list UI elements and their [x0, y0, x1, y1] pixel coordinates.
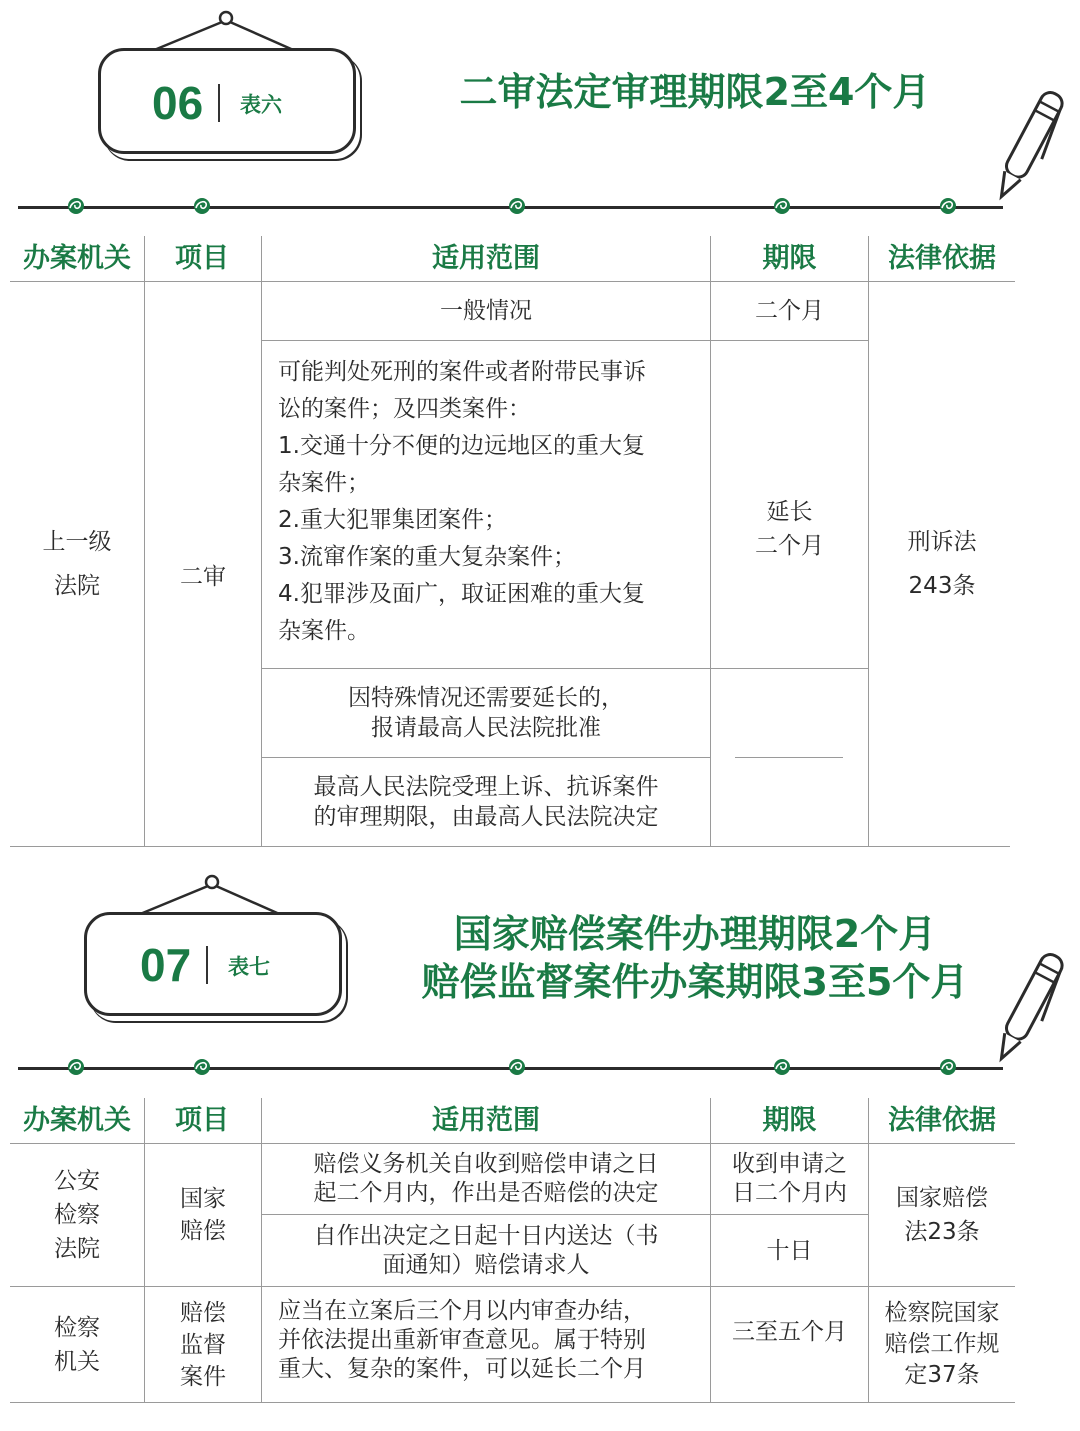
header-organ: 办案机关 — [23, 1104, 131, 1136]
header-item: 项目 — [175, 1104, 229, 1136]
scope-cell: 自作出决定之日起十日内送达（书 面通知）赔偿请求人 — [313, 1222, 659, 1278]
table-label: 表七 — [228, 955, 270, 979]
pen-icon — [985, 942, 1075, 1072]
swirl-icon — [772, 196, 792, 216]
swirl-icon — [66, 1057, 86, 1077]
table-label: 表六 — [240, 93, 282, 117]
section-number: 07 — [140, 939, 192, 991]
organ-cell: 公安 检察 法院 — [54, 1168, 100, 1262]
section-title-line-2: 赔偿监督案件办案期限3至5个月 — [421, 960, 969, 1004]
swirl-icon — [938, 1057, 958, 1077]
period-cell: 延长 二个月 — [755, 499, 824, 559]
item-cell: 二审 — [180, 564, 226, 590]
header-organ: 办案机关 — [23, 242, 131, 274]
period-cell: 收到申请之 日二个月内 — [732, 1151, 847, 1206]
header-item: 项目 — [175, 242, 229, 274]
swirl-icon — [192, 1057, 212, 1077]
scope-cell: 赔偿义务机关自收到赔偿申请之日 起二个月内，作出是否赔偿的决定 — [313, 1151, 659, 1206]
scope-cell: 最高人民法院受理上诉、抗诉案件 的审理期限，由最高人民法院决定 — [313, 774, 659, 830]
section-title-line-1: 国家赔偿案件办理期限2个月 — [453, 912, 937, 956]
scope-cell: 一般情况 — [440, 298, 532, 324]
item-cell: 国家 赔偿 — [180, 1186, 226, 1244]
period-cell: 十日 — [766, 1237, 813, 1264]
basis-cell: 国家赔偿 法23条 — [896, 1185, 988, 1245]
period-cell: 三至五个月 — [732, 1319, 847, 1345]
scope-cell: 可能判处死刑的案件或者附带民事诉 讼的案件；及四类案件： 1.交通十分不便的边远地区的重大复 杂案件； 2.重大犯罪集团案件； 3.流窜作案的重大复杂案件； 4.犯罪涉及面广，取证困难的重大复 杂案件。 — [278, 359, 646, 644]
scope-cell: 因特殊情况还需要延长的， 报请最高人民法院批准 — [348, 685, 624, 741]
divider — [206, 946, 208, 984]
header-basis: 法律依据 — [888, 242, 996, 274]
scope-cell: 应当在立案后三个月以内审查办结， 并依法提出重新审查意见。属于特别 重大、复杂的案件，可以延长二个月 — [278, 1298, 646, 1382]
basis-cell: 检察院国家 赔偿工作规 定37条 — [884, 1300, 1000, 1388]
divider — [218, 84, 220, 122]
header-period: 期限 — [762, 1104, 817, 1136]
section-title: 二审法定审理期限2至4个月 — [459, 70, 931, 114]
swirl-icon — [507, 1057, 527, 1077]
swirl-icon — [772, 1057, 792, 1077]
item-cell: 赔偿 监督 案件 — [180, 1299, 226, 1390]
header-scope: 适用范围 — [432, 242, 540, 274]
swirl-icon — [507, 196, 527, 216]
header-period: 期限 — [762, 242, 817, 274]
header-scope: 适用范围 — [432, 1104, 540, 1136]
swirl-icon — [192, 196, 212, 216]
swirl-icon — [66, 196, 86, 216]
period-cell: 二个月 — [755, 298, 824, 324]
basis-cell: 刑诉法 243条 — [907, 529, 977, 599]
section-badge — [98, 48, 356, 154]
section-badge — [84, 912, 342, 1016]
grid-line — [735, 757, 843, 758]
section-number: 06 — [152, 77, 204, 129]
organ-cell: 检察 机关 — [54, 1314, 100, 1375]
swirl-icon — [938, 196, 958, 216]
header-basis: 法律依据 — [888, 1104, 996, 1136]
pen-icon — [985, 80, 1075, 210]
grid-line — [10, 1402, 1015, 1403]
organ-cell: 上一级 法院 — [42, 529, 112, 599]
